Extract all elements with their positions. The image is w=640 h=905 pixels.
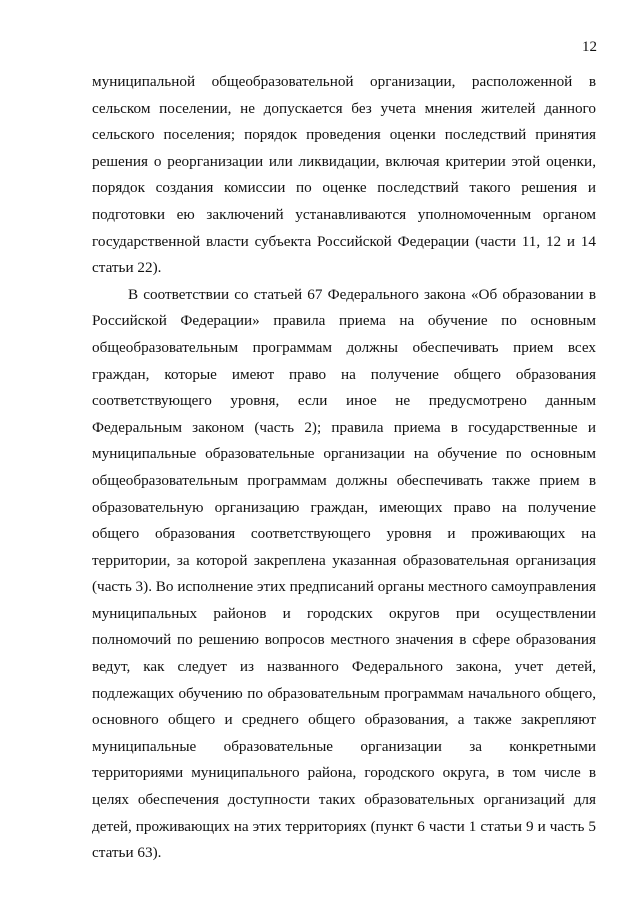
- document-body: [92, 69, 596, 867]
- paragraph-article-67: В соответствии со статьей 67 Федерального закона «Об образовании в Российской Федерации» правила приема на обучение по основным общеобразовательным программам должны обеспечивать прием всех граждан, которые имеют право на получение общего образования соответствующего уровня, если иное не предусмотрено данным Федеральным законом (часть 2); правила приема в государственные и муниципальные образовательные организации на обучение по основным общеобразовательным программам должны обеспечивать также прием в образовательную организацию граждан, имеющих право на получение общего образования соответствующего уровня и проживающих на территории, за которой закреплена указанная образовательная организация (часть 3). Во исполнение этих предписаний органы местного самоуправления муниципальных районов и городских округов при осуществлении полномочий по решению вопросов местного значения в сфере образования ведут, как следует из названного Федерального закона, учет детей, подлежащих обучению по образовательным программам начального общего, основного общего и среднего общего образования, а также закрепляют муниципальные образовательные организации за конкретными территориями муниципального района, городского округа, в том числе в целях обеспечения доступности таких образовательных организаций для детей, проживающих на этих территориях (пункт 6 части 1 статьи 9 и часть 5 статьи 63).: [92, 285, 596, 862]
- page-number: 12: [582, 39, 597, 55]
- paragraph-continuation: муниципальной общеобразовательной организации, расположенной в сельском поселении, не допускается без учета мнения жителей данного сельского поселения; порядок проведения оценки последствий принятия решения о реорганизации или ликвидации, включая критерии этой оценки, порядок создания комиссии по оценке последствий такого решения и подготовки ею заключений устанавливаются уполномоченным органом государственной власти субъекта Российской Федерации (части 11, 12 и 14 статьи 22).: [92, 73, 596, 277]
